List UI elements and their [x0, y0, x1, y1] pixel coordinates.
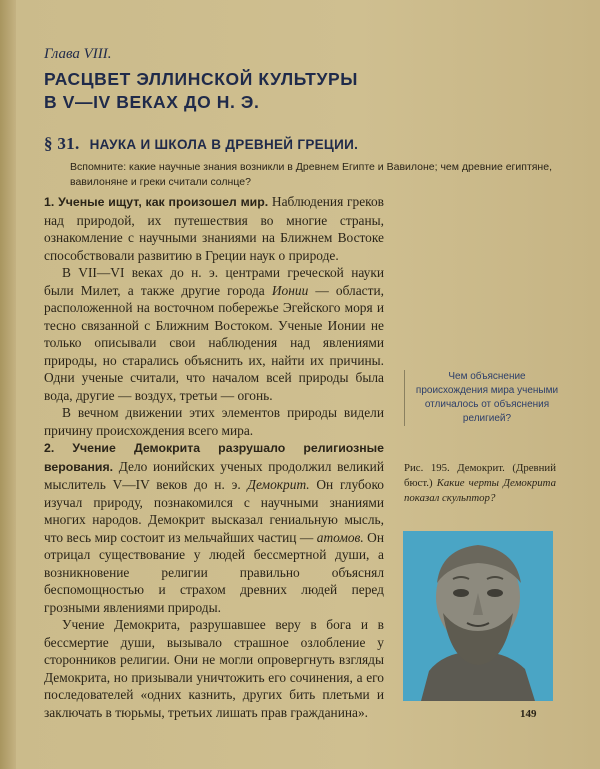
term-atoms: атомов. [316, 529, 364, 545]
democritus-bust-photo [403, 531, 553, 701]
paragraph-elements: В вечном движении этих элементов природы видели причину происхождения всего мира. [44, 405, 384, 438]
section-heading [44, 134, 544, 154]
side-question: Чем объяснение происхождения мира учеными отличалось от объяснения религией? [404, 370, 563, 426]
paragraph-persecution: Учение Демокрита, разрушавшее веру в бога и в бессмертие души, вызывало страшное озлобление у сторонников религии. Они не могли опровергнуть взгляды Демокрита, но призывали уничтожить его сочинения, а его последователей «одних казнить, других бить плетьми и заключать в тюрьмы, третьих лишать прав гражданина». [44, 617, 384, 720]
point2-paragraph [44, 439, 384, 616]
term-democritus: Демокрит. [247, 477, 310, 492]
term-ionia: Ионии [271, 282, 309, 298]
point2-part3: Он отрицал существование у людей бессмертной души, а возникновение религии правильно объяснял беспомощностью и страхом древних людей перед грозными явлениями природы. [44, 529, 385, 615]
section-number: § 31. [44, 134, 80, 153]
caption-question: Какие черты Демокрита показал скульптор? [404, 477, 556, 504]
page-number: 149 [520, 708, 537, 720]
chapter-label: Глава VIII. [44, 46, 112, 62]
section-title: НАУКА И ШКОЛА В ДРЕВНЕЙ ГРЕЦИИ. [89, 137, 359, 152]
figure-caption [404, 461, 556, 506]
page-spine-shadow [0, 0, 16, 769]
reminder-question: Вспомните: какие научные знания возникли в Древнем Египте и Вавилоне; чем древние египтяне, вавилоняне и греки считали солнце? [70, 161, 552, 188]
chapter-title [44, 68, 464, 114]
chapter-title-line2: В V—IV ВЕКАХ ДО Н. Э. [44, 92, 260, 112]
chapter-title-line1: РАСЦВЕТ ЭЛЛИНСКОЙ КУЛЬТУРЫ [44, 69, 358, 89]
paragraph-ionia [44, 264, 384, 404]
paragraph-ionia-part2: — области, расположенной на восточном побережье Эгейского моря и тесно связанной с Ближним Востоком. Ученые Ионии не только описывали свои наблюдения над явлениями природы, но старались объяснить их, найти их причины. Одни ученые считали, что началом всей природы была вода, другие — воздух, третьи — огонь. [44, 282, 384, 403]
main-text [44, 193, 384, 721]
point1-paragraph [44, 193, 384, 264]
point1-text: Наблюдения греков над природой, их путешествия во многие страны, ознакомление с научными знаниями на Ближнем Востоке способствовали развитию в Греции наук о природе. [44, 194, 384, 263]
point2-heading: 2. Учение Демокрита разрушало религиозные верования. [44, 441, 384, 474]
caption-label: Рис. 195. Демокрит. (Древний бюст.) [404, 462, 556, 489]
bust-illustration [403, 531, 553, 701]
point2-part2: Он глубоко изучал природу, познакомился с научными знаниями многих народов. Демокрит высказал гениальную мысль, что весь мир состоит из мельчайших частиц — [44, 477, 385, 545]
paragraph-ionia-part1: В VII—VI веках до н. э. центрами греческой науки были Милет, а также другие города [44, 265, 384, 298]
point2-part1: Дело ионийских ученых продолжил великий мыслитель V—IV веков до н. э. [44, 458, 384, 492]
point1-heading: 1. Ученые ищут, как произошел мир. [44, 195, 269, 209]
